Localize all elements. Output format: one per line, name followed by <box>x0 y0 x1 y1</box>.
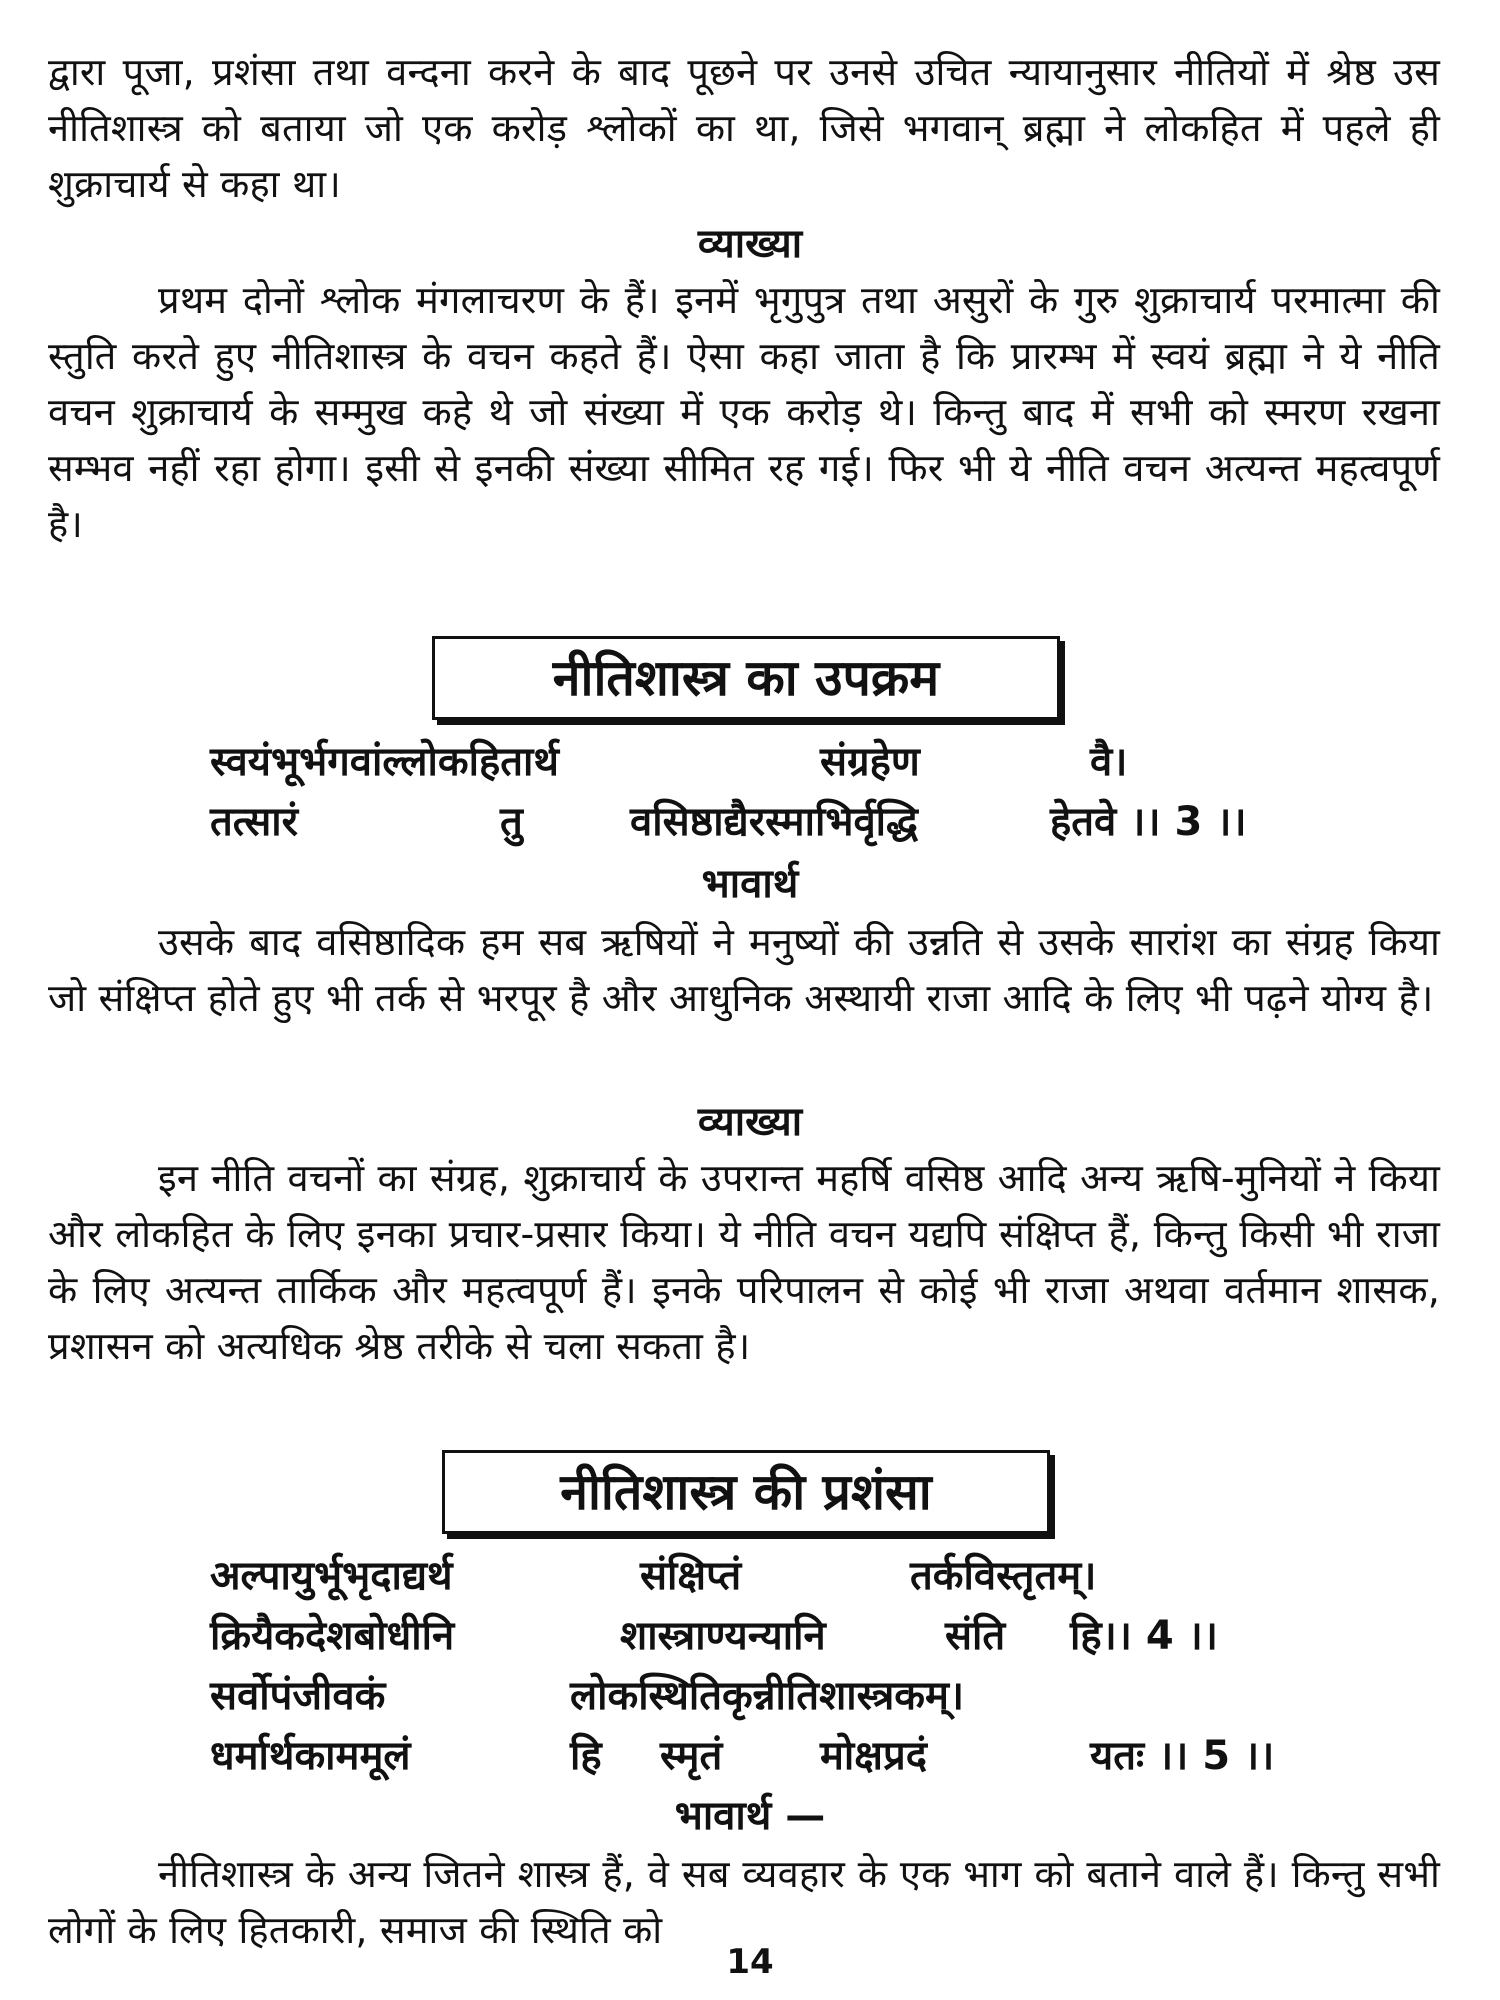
heading-vyakhya-2: व्याख्या <box>697 1099 803 1145</box>
verse-word: तर्कविस्तृतम्। <box>910 1553 1097 1599</box>
page-number: 14 <box>726 1942 774 1982</box>
verse-word: वै। <box>1090 739 1128 785</box>
verse-word: यतः ।। 5 ।। <box>1090 1733 1275 1779</box>
verse-word: स्मृतं <box>660 1733 723 1779</box>
verse-word: वसिष्ठाद्यैरस्माभिर्वृद्धि <box>630 799 918 845</box>
verse-4-line-2 <box>210 1606 1310 1666</box>
verse-word: सर्वोपंजीवकं <box>210 1673 386 1719</box>
paragraph-vyakhya-1: प्रथम दोनों श्लोक मंगलाचरण के हैं। इनमें भृगुपुत्र तथा असुरों के गुरु शुक्राचार्य परमात्मा की स्तुति करते हुए नीतिशास्त्र के वचन कहते हैं। ऐसा कहा जाता है कि प्रारम्भ में स्वयं ब्रह्मा ने ये नीति वचन शुक्राचार्य के सम्मुख कहे थे जो संख्या में एक करोड़ थे। किन्तु बाद में सभी को स्मरण रखना सम्भव नहीं रहा होगा। इसी से इनकी संख्या सीमित रह गई। फिर भी ये नीति वचन अत्यन्त महत्वपूर्ण है। <box>48 278 1440 546</box>
verse-word: तु <box>500 799 523 845</box>
verse-word: स्वयंभूर्भगवांल्लोकहितार्थ <box>210 739 559 785</box>
verse-word: संक्षिप्तं <box>640 1553 742 1599</box>
heading-bhavarth-2: भावार्थ — <box>674 1793 826 1839</box>
verse-3-line-1 <box>210 732 1310 792</box>
verse-word: हेतवे ।। 3 ।। <box>1050 799 1247 845</box>
verse-word: अल्पायुर्भूभृदाद्यर्थ <box>210 1553 453 1599</box>
paragraph-bhavarth-1: उसके बाद वसिष्ठादिक हम सब ऋषियों ने मनुष्यों की उन्नति से उसके सारांश का संग्रह किया जो संक्षिप्त होते हुए भी तर्क से भरपूर है और आधुनिक अस्थायी राजा आदि के लिए भी पढ़ने योग्य है। <box>48 920 1440 1020</box>
verse-5-line-1 <box>210 1666 1310 1726</box>
verse-4-line-1 <box>210 1546 1310 1606</box>
verse-word: हि <box>570 1733 602 1779</box>
verse-word: संग्रहेण <box>820 739 920 785</box>
verse-word: लोकस्थितिकृन्नीतिशास्त्रकम्। <box>570 1673 965 1719</box>
paragraph-bhavarth-2: नीतिशास्त्र के अन्य जितने शास्त्र हैं, वे सब व्यवहार के एक भाग को बताने वाले हैं। किन्तु सभी लोगों के लिए हितकारी, समाज की स्थिति को <box>48 1852 1440 1952</box>
verse-3-line-2 <box>210 792 1310 852</box>
verse-word: शास्त्राण्यन्यानि <box>620 1613 826 1659</box>
paragraph-vyakhya-2: इन नीति वचनों का संग्रह, शुक्राचार्य के उपरान्त महर्षि वसिष्ठ आदि अन्य ऋषि-मुनियों ने किया और लोकहित के लिए इनका प्रचार-प्रसार किया। ये नीति वचन यद्यपि संक्षिप्त हैं, किन्तु किसी भी राजा के लिए अत्यन्त तार्किक और महत्वपूर्ण हैं। इनके परिपालन से कोई भी राजा अथवा वर्तमान शासक, प्रशासन को अत्यधिक श्रेष्ठ तरीके से चला सकता है। <box>48 1156 1440 1368</box>
verse-word: क्रियैकदेशबोधीनि <box>210 1613 455 1659</box>
verse-word: हि।। 4 ।। <box>1070 1613 1218 1659</box>
verse-word: तत्सारं <box>210 799 298 845</box>
verse-5-line-2 <box>210 1726 1310 1786</box>
paragraph-intro: द्वारा पूजा, प्रशंसा तथा वन्दना करने के बाद पूछने पर उनसे उचित न्यायानुसार नीतियों में श्रेष्ठ उस नीतिशास्त्र को बताया जो एक करोड़ श्लोकों का था, जिसे भगवान् ब्रह्मा ने लोकहित में पहले ही शुक्राचार्य से कहा था। <box>48 50 1440 206</box>
verse-word: संति <box>945 1613 1006 1659</box>
verse-word: मोक्षप्रदं <box>820 1733 927 1779</box>
verse-word: धर्मार्थकाममूलं <box>210 1733 411 1779</box>
heading-bhavarth-1: भावार्थ <box>701 861 799 907</box>
section-title-prashansa: नीतिशास्त्र की प्रशंसा <box>442 1450 1050 1534</box>
section-title-upakram: नीतिशास्त्र का उपक्रम <box>432 636 1060 720</box>
heading-vyakhya-1: व्याख्या <box>697 221 803 267</box>
